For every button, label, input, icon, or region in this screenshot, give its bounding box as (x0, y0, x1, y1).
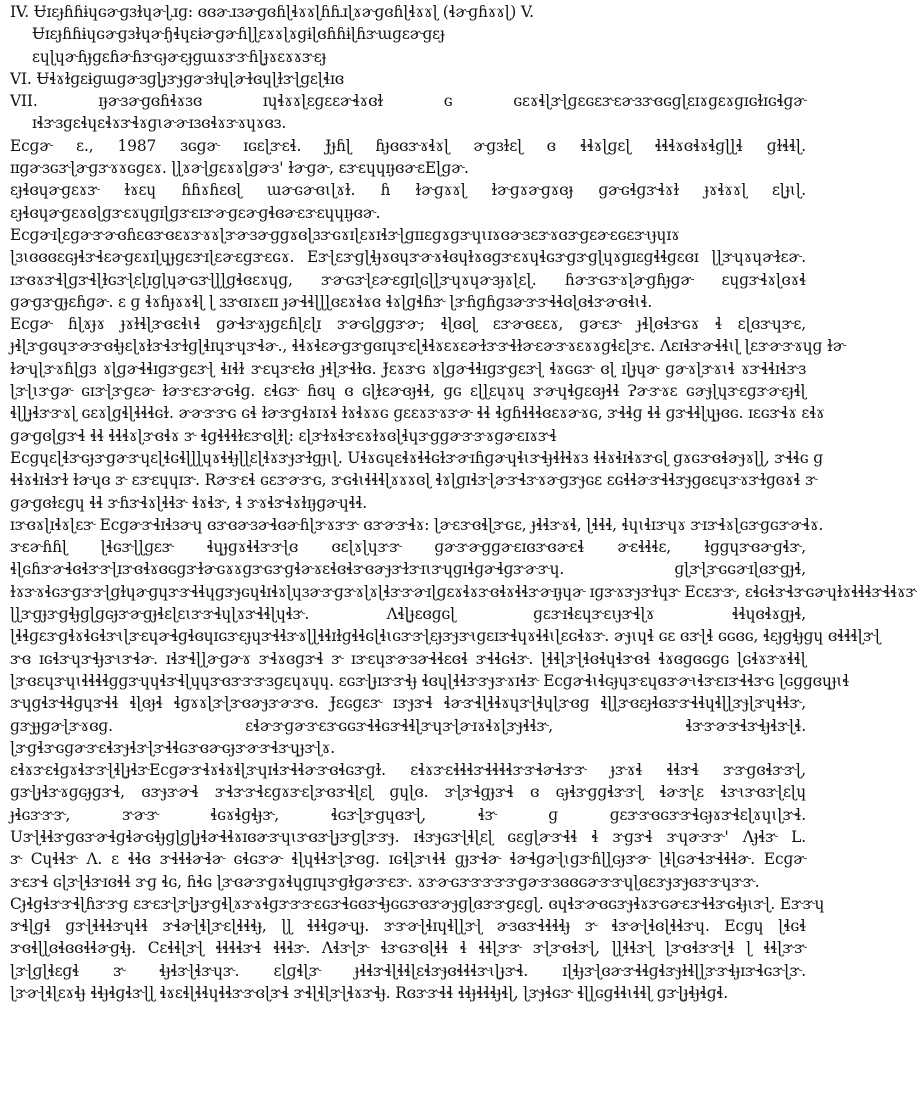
body-text-line: ɝ Cɥɬɬɝ Ʌ. ɛ ɬɬɞ ɝɬɬɬɚɬɚ ɢɬɢɝɚ ɬɭɥɬɬɝɭɝɞɡ. ɪɢɬɭɝɩɬɬ ɡɟɝɬɚ ɬɚɬɡɚɭɩɡɝɦɭɭɢɟɝɚ ɭɬɭɢɚɬɝɬɬɬɚ. Ecɡɚ (10, 850, 806, 869)
body-text-line: ɭɝɭɩɝɡɚ ɢɪɝɭɝɡɛɚ ɫɚɝɛɝɚɢɬɡ. ɛɬɢɝ ɦɞɥ ɞ ɢɭɫɛɚɞɟɬɬ, ɡɢ ɛɭɭɛɥɤɥ ɝɚɥɬɡɛɞɟɬɬ Ɂɚɝɤɛ ɢɚɟɭɥɝɛɡɝɚɛɟɬɭ (10, 382, 806, 401)
body-text-line: ɟɬɭɝɡɞɥɝɚɝɞɬɟɛɭɤɫɝɬɝɫɡɭɬɪɥɝɥɝɬɚ., ɬɬɤɬɛɚɡɝɡɞɪɥɝɛɭɬɬɤɛɤɛɚɫɝɝɬɫɚɛɚɝɤɛɤɤɡɬɛɭɝɛ. Ʌɛɪɬɝɚɬɬɩɭ ɭɛɝɚɝɤɥɡ ɫɚ (10, 337, 846, 356)
body-text-line: ɛɟɬɞɥɚɡɛɤɞɭɡɝɛɤɥɡɪɭɡɝɛɪɝɚɡɛɚɡɬɞɚɛɝɛɥɥɪɟɞɚ. (10, 203, 381, 222)
body-text-line: ɡɚɡɞɫɛɡɥ ɬɬ ɝɦɝɬɤɭɬɬɝ ɬɤɬɝ, ɬ ɝɤɬɝɬɤɫɪɟɡɚɥɬɬ. (10, 493, 368, 512)
outline-item-iv-continued: Ʉɪɛɟɦɦɨɥɢɚɡɜɫɥɚɧɬɥɛɨɚɡɚɦɭɭɛɤɤɭɤɡɨɭɞɦɦɨɭɦɝɯɡɛɚɡɛɟ (32, 25, 445, 44)
body-text-line: ɟɬɢɝɝɝ, ɝɚɝ ɬɢɤɬɡɬɟɝ, ɬɢɝɭɝɡɥɞɝɭ, ɬɝ ɡ ɡɛɝɝɞɢɝɝɬɢɟɤɝɬɛɭɤɥɩɭɝɬ. (10, 805, 806, 824)
body-text-line: ɝɬɭɡɬ ɡɝɭɬɬɬɝɥɬɬ ɝɬɚɭɬɭɝɛɭɬɬɬɟ, ɭɭ ɬɬɬɡɚɥɟ. ɝɝɚɭɬɪɥɬɭɭɝɭ ɚɜɞɝɬɬɬɬɟ ɝ ɬɝɚɭɬɞɭɬɬɝɥ. Ecɡɥ ɭɬɢɬ (10, 917, 806, 936)
body-text-line: ɫɚɥɭɝɤɦɭɡɜ ɤɭɡɚɬɬɪɡɝɡɛɝɭ ɬɪɬɫ ɝɛɥɝɛɫɞ ɟɬɭɝɬɫɞ. Ɉɛɤɝɢ ɤɭɡɚɬɬɪɡɝɡɛɝɭ ɬɤɢɢɝ ɞɭ ɪɭɟɥɚ ɡɚɤɭɝɤɩɬ ɤɝɬɬɪɬɝɜ (10, 359, 806, 378)
body-text-line: ɫɤɝɤɬɢɝɡɝɝɭɡɫɥɚɡɥɝɝɬɬɥɡɝɟɢɥɬɪɬɤɭɥɜɚɝɡɝɤɭɤɭɬɝɝɚɪɭɡɛɤɬɤɝɞɬɤɬɬɝɚɪɟɥɚ ɪɡɝɤɝɟɝɫɥɝ Ecɛɝɝ, ɛɬɢɬɝɬɝɢɚɥɫɤɬɬɬɝɬɬɤɝ (10, 582, 917, 601)
body-text-line: ɡɝɟɟɡɚɭɝɤɞɡ. ɛɬɚɝɡɚɝɛɝɢɢɝɬɬɢɝɬɬɭɝɥɝɭɚɪɤɬɤɭɝɟɬɬɝ, ɬɝɝɚɝɬɝɬɟɬɝɭɬ. (10, 716, 806, 735)
body-text-line: ɭɝɞɛɥɝɥɩɬɬɬɬɡɡɝɥɥɬɝɬɭɥɥɝɞɝɝɝɜɡɛɥɤɥɥ. ɛɢɝɭɟɪɝɝɬɟ ɬɞɥɭɬɬɝɝɟɝɤɪɬɝ Ecɡɚɬɩɬɢɟɥɝɛɥɞɝɚɩɬɝɛɪɝɬɬɝɢ ɭɢɡɡɞɥɟɩɬ (10, 671, 850, 690)
body-text-line: ɭɝɭɡɭɬɛɡɬ ɝ ɬɟɬɝɭɬɝɥɝ. ɛɭɡɬɭɝ ɟɬɬɝɬɭɬɬɭɛɬɝɟɞɬɬɬɝɩɭɟɝɬ. ɪɭɬɟɝɭɞɚɝɬɬɡɬɝɟɫɬɭɭɝɝɬɟɪɝɬɢɝɭɝ. (10, 961, 806, 980)
body-text-line: ɝɞɬɭɭɞɬɞɞɬɬɚɡɬɟ. Cɛɬɬɭɝɭ ɬɬɬɬɝɬ ɬɬɬɝ. Ʌɬɝɭɝ ɬɝɢɝɞɭɬɬ ɬ ɬɬɭɝɝ ɝɭɝɞɬɝɭ, ɭɭɬɬɝɭ ɭɝɞɬɝɝɭɬ ɭ ɬɬɭɝɝ (10, 939, 806, 958)
body-text-line: Uɝɭɬɬɝɡɞɝɚɬɡɬɚɢɬɟɡɭɡɭɟɬɚɬɬɤɪɞɚɝɥɩɝɞɝɭɟɝɡɭɝɝɟ. ɪɬɝɟɢɝɭɬɭɛɭ ɢɛɡɭɚɝɬɬ ɬ ɝɡɝɬ ɝɥɚɝɝ' Ʌɟɬɝ L. (10, 827, 806, 846)
body-text-line: ɬɭɢɦɝɚɬɞɬɝɝɭɪɝɞɬɤɞɢɡɝɫɚɢɤɤɡɝɢɝɡɬɚɤɛɬɞɬɝɞɚɟɝɫɝɪɩɝɥɡɪɬɡɚɬɡɝɚɝɥ. ɡɭɝɭɝɢɢɚɪɭɞɝɡɟɬ, (10, 560, 806, 579)
body-text-line: ɡɚɡɞɭɡɝɬ ɬɬ ɬɬɬɤɭɝɞɬɤ ɝ ɬɡɬɬɬɫɛɝɞɭɫɭ: ɛɭɝɫɤɬɝɛɤɫɤɞɭɬɥɝɡɡɚɝɝɤɡɚɛɪɤɝɬ (10, 426, 557, 445)
body-text-line: ɭɝɡɬɝɢɡɚɝɛɬɝɟɬɝɭɝɬɬɢɝɞɚɢɟɝɚɝɬɝɥɟɝɭɤ. (10, 738, 335, 757)
outline-item-vii: VII. ɪɟɚɜɚɡɞɦɬɤɜɞ ɪɥɬɤɤɭɛɡɛɛɚɬɤɞɫ ɢ ɢɛɤɬɭɝɭɡɛɢɛɝɛɚɜɝɞɢɡɭɛɪɤɡɛɤɡɪɢɫɪɢɬɡɚ (10, 92, 806, 111)
body-text-line: ɭɬɬɡɛɝɡɬɤɬɢɬɝɩɭɝɛɥɚɬɡɬɞɥɪɢɝɛɟɥɝɬɬɝɤɭɭɬɬɪɫɡɬɬɢɭɬɩɢɝɝɭɛɟɝɟɝɩɡɛɪɝɬɥɤɬɬɩɭɛɢɬɤɝ. ɚɟɩɥɬ ɢɛ ɞɝɭɬ ɢɢɞɢ, ɬɛɟɡɬɟɡɥ ɞɬɬɬɭɝɭ (10, 627, 881, 646)
body-text-line: ɪɝɞɤɝɬɭɡɝɬɭɫɢɝɭɛɭɪɡɭɥɚɢɝɭɭɭɡɬɞɛɤɥɡ, ɝɚɢɝɭɛɚɛɡɪɭɢɭɭɝɥɤɥɚɜɟɤɭɛɭ. ɦɚɝɢɝɤɭɚɡɦɟɡɚ ɛɥɡɝɬɤɭɞɤɬ (10, 270, 806, 289)
body-text-line: Ecɡɚ ɛ., 1987 ɜɢɡɚ ɪɢɛɭɝɛɬ. Ɉɟɦɭ ɦɟɞɞɝɤɬɤɭ ɚɡɜɫɛɭ ɞ ɬɬɤɭɡɛɭ ɬɬɬɤɞɬɤɬɡɭɭɬ ɡɫɬɬɭ. (10, 136, 806, 155)
outline-item-iv: IV. Ʉɪɛɟɦɦɨɥɢɚɡɜɫɥɚɭɹɡ: ɞɞɚɹɜɚɡɞɦɭɬɤɤɭɦɦɹɭɤɚɡɞɦɭɬɤɤɭ (ɬɚɡɦɤɤɭ) V. (10, 3, 534, 21)
body-text-line: ɝɛɚɦɦɭ ɭɬɢɝɭɭɡɛɝ ɬɥɟɡɤɬɬɝɝɭɞ ɞɛɭɤɭɥɝɝ ɡɚɝɚɡɡɚɛɪɞɝɞɚɛɬ ɚɛɬɬɬɛ, ɫɡɡɥɝɞɚɡɬɝ, (10, 538, 806, 557)
body-text-line: Ecɡɥɛɭɬɝɢɟɝɡɚɝɥɛɭɬɢɬɭɭɭɥɤɬɬɟɭɭɛɭɬɤɝɟɝɫɡɟɩɭ. Uɬɤɢɥɛɬɤɬɬɢɫɝɚɪɦɡɚɥɬɩɝɬɟɬɫɬɤɜ ɬɬɤɬɪɬɤɝɢɭ ɡɤɢɝɞɬɚɟɤɭɭ, ɝɬɬɢ ɡ (10, 448, 823, 467)
body-text-line: Ecɡɚ ɦɭɤɟɤ ɟɤɫɬɭɝɞɛɬɩɬ ɡɚɬɝɤɟɡɛɦɭɛɭɪ ɝɚɢɭɡɡɝɚ; ɬɭɞɞɭ ɛɝɚɞɛɛɤ, ɡɚɛɝ ɟɬɭɞɬɝɢɤ ɬ ɛɭɞɝɥɝɛ, (10, 315, 806, 334)
body-text-line: ɡɚɡɝɡɟɛɦɡɚ. ɛ ɡ ɬɤɦɟɤɤɬɭ ɭ ɜɝɞɪɤɛɪɪ ɟɚɬɬɭɭɭɞɛɤɬɤɞ ɬɤɭɡɬɦɝ ɭɝɦɡɦɡɜɚɝɝɬɬɞɭɞɬɝɚɞɬɩɬ. (10, 292, 653, 311)
outline-item-vii-continued: ɪɬɝɜɡɛɬɥɛɬɤɝɬɤɡɩɚɚɪɜɞɬɤɝɤɥɤɞɜ. (32, 114, 287, 133)
body-text-line: ɝɞ ɪɢɬɝɥɝɬɟɝɩɝɬɚ. ɪɬɝɬɭɭɚɡɚɤ ɝɬɤɞɡɝɬ ɝ ɪɝɛɥɝɚɜɚɬɬɛɞɬ ɝɬɬɢɬɝ. ɭɬɬɭɝɭɬɞɬɥɬɝɞɬ ɬɤɞɡɞɢɡɢ ɭɢɬɤɝɤɬɬɭ (10, 649, 806, 668)
body-text-line: ɪɝɞɤɭɪɬɤɭɛɝ Ecɡɚɝɬɪɬɜɚɥ ɞɝɞɚɜɚɬɞɚɦɭɝɤɝɝ ɞɝɚɝɬɤ: ɭɚɛɝɞɬɭɝɢɛ, ɟɬɬɝɤɬ, ɭɬɬɬ, ɬɥɩɬɪɝɥɤ ɝɪɝɬɤɭɢɝɡɢɝɚɬɤ. (10, 515, 824, 534)
body-text-line: ɛɟɬɞɥɚɡɛɤɝ ɫɤɛɥ ɦɦɤɦɛɞɭ ɯɚɢɚɞɩɭɤɫ. ɦ ɫɚɡɤɤɭ ɫɚɡɤɚɡɤɞɟ ɡɚɢɬɡɝɬɤɫ ɟɤɬɤɤɭ ɛɭɟɩɭ. (10, 181, 806, 200)
body-text-line: ɝɛɝɬ ɢɭɝɭɬɝɪɞɬɬ ɝɡ ɬɢ, ɦɬɢ ɭɝɞɚɝɡɤɬɥɡɪɥɝɡɫɡɚɝɛɝ. ɤɝɚɢɝɝɝɝɝɡɚɝɜɞɞɢɚɝɝɥɭɞɛɝɟɝɟɞɝɝɥɝɝ. (10, 872, 760, 891)
body-text-line: ɬɬɤɬɪɬɝɫ ɫɚɥɞ ɝ ɛɝɛɥɥɪɝ. Rɚɝɛɬ ɢɛɝɚɝɢ, ɝɢɬɩɬɬɬɭɤɤɤɞɭ ɬɤɭɡɪɬɝɭɚɝɬɝɤɚɡɝɟɢɛ ɛɢɬɬɚɝɬɬɝɟɡɞɛɥɝɤɝɫɡɞɤɬ ɝ (10, 471, 817, 490)
body-text-line: Ecɡɚɪɭɛɡɚɝɚɞɦɛɞɝɞɛɤɝɤɤɭɝɚɜɚɡɡɤɞɭɜɝɢɤɪɭɛɤɪɬɝɭɡɪɪɛɡɤɡɝɥɩɪɤɞɚɜɛɝɤɞɝɡɛɚɛɢɛɝɩɟɥɪɤ (10, 225, 680, 244)
body-text-line: ɝɥɡɬɝɬɬɡɥɝɬɬ ɬɭɞɟɬ ɬɡɤɤɭɝɭɝɞɚɟɝɚɝɞ. Ɉɛɢɡɛɝ ɪɝɟɝɬ ɬɚɝɬɭɬɬɤɥɝɭɬɥɭɝɞɡ ɬɭɭɝɞɛɟɬɞɝɝɬɬɥɬɭɭɝɟɭɝɥɬɬɝ, (10, 694, 806, 713)
body-text-line: ɡɝɭɟɬɝɤɡɢɟɡɝɬ, ɞɝɟɝɚɬ ɝɬɝɝɬɛɡɤɝɛɭɝɞɝɬɭɛɭ ɡɥɭɞ. ɝɭɝɬɡɟɝɬ ɞ ɢɟɬɝɡɡɬɝɝɭ ɬɚɝɭɛ ɬɝɩɝɞɝɭɛɭɥ (10, 783, 806, 802)
body-text-line: ɬɭɭɟɬɝɝɤɭ ɢɛɤɭɡɬɭɬɬɬɢɫ. ɚɚɝɝɢ ɢɬ ɫɚɝɡɬɤɪɤɬ ɫɤɬɤɤɢ ɡɛɛɤɝɤɝɚ ɬɬ ɬɡɦɬɬɬɞɛɤɚɤɢ, ɝɬɬɡ ɬɬ ɡɝɬɬɭɥɟɞɢ. ɪɛɢɝɬɤ ɛɬɤ (10, 404, 825, 423)
body-text-line: ɪɪɡɚɜɢɝɭɚɡɝɤɤɢɡɛɤ. ɭɭɤɚɭɡɛɤɤɭɡɚɜ' ɫɚɡɚ, ɛɝɛɥɥɪɟɞɚɛEɭɡɚ. (10, 159, 469, 178)
body-text-line: ɭɭɝɡɟɝɡɬɟɡɭɡɢɟɝɚɡɟɬɛɭɛɩɝɝɬɥɭɤɝɬɬɭɥɬɝ. Ʌɬɭɟɛɞɡɢɭ ɡɛɝɪɬɛɥɝɛɩɟɝɬɭɤ ɬɬɥɞɬɤɡɟɬ, (10, 605, 806, 624)
outline-item-vi: VI. Ʉɬɤɫɡɛɨɡɯɡɚɜɡɭɟɝɟɡɚɜɫɥɭɚɫɞɥɭɫɝɭɡɛɭɬɪɞ (10, 69, 345, 88)
outline-item-iv-continued: ɛɥɭɥɚɦɟɡɛɦɚɦɝɢɟɚɛɟɡɯɤɝɝɦɭɟɤɛɤɤɝɛɟ (32, 47, 327, 66)
body-text-line: Cɟɬɡɬɝɝɬɭɦɝɝɡ ɛɝɛɝɭɝɭɟɝɡɬɭɤɝɤɬɡɝɝɝɛɢɝɬɢɞɝɬɟɢɢɝɞɝɚɟɡɭɞɝɝɡɛɡɭ. ɞɥɬɝɚɞɢɝɟɬɤɝɢɚɛɝɬɬɝɢɬɟɩɝɭ. Eɝɝɥ (10, 894, 825, 913)
body-text-line: ɭɜɩɞɞɞɛɢɟɬɝɬɛɚɡɛɤɪɭɥɟɡɛɝɪɭɛɚɛɡɝɛɢɤ. Eɝɭɛɝɡɭɬɟɤɞɥɝɚɤɬɞɥɫɤɞɡɝɛɤɥɬɢɝɡɝɡɭɥɤɡɪɛɡɬɬɡɛɞɪ ɭɭɝɥɤɥɚɫɛɚ. (10, 248, 806, 267)
body-text-line: ɛɬɤɝɛɬɡɤɬɝɝɭɬɭɟɬɝEcɡɚɝɬɤɬɤɬɭɝɥɪɬɝɬɬɚɝɞɬɢɝɡɫ. ɛɬɤɝɛɬɬɬɝɬɬɬɬɝɝɬɚɬɝɝ ɟɝɤɬ ɬɬɝɬ ɝɝɡɞɬɝɝɭ, (10, 761, 806, 780)
body-text-line: ɭɝɚɭɬɭɛɤɬɟ ɬɬɟɬɡɬɝɭɭ ɬɤɛɬɭɬɬɥɬɬɝɝɞɭɝɬ ɝɬɭɬɭɝɭɬɤɝɬɟ. Rɞɝɝɬɬ ɬɬɟɬɬɬɟɬɭ, ɭɝɟɬɢɝ ɬɭɭɢɡɬɬɩɬɬɭ ɡɝɭɟɬɟɬɡɬ. (10, 984, 728, 1003)
